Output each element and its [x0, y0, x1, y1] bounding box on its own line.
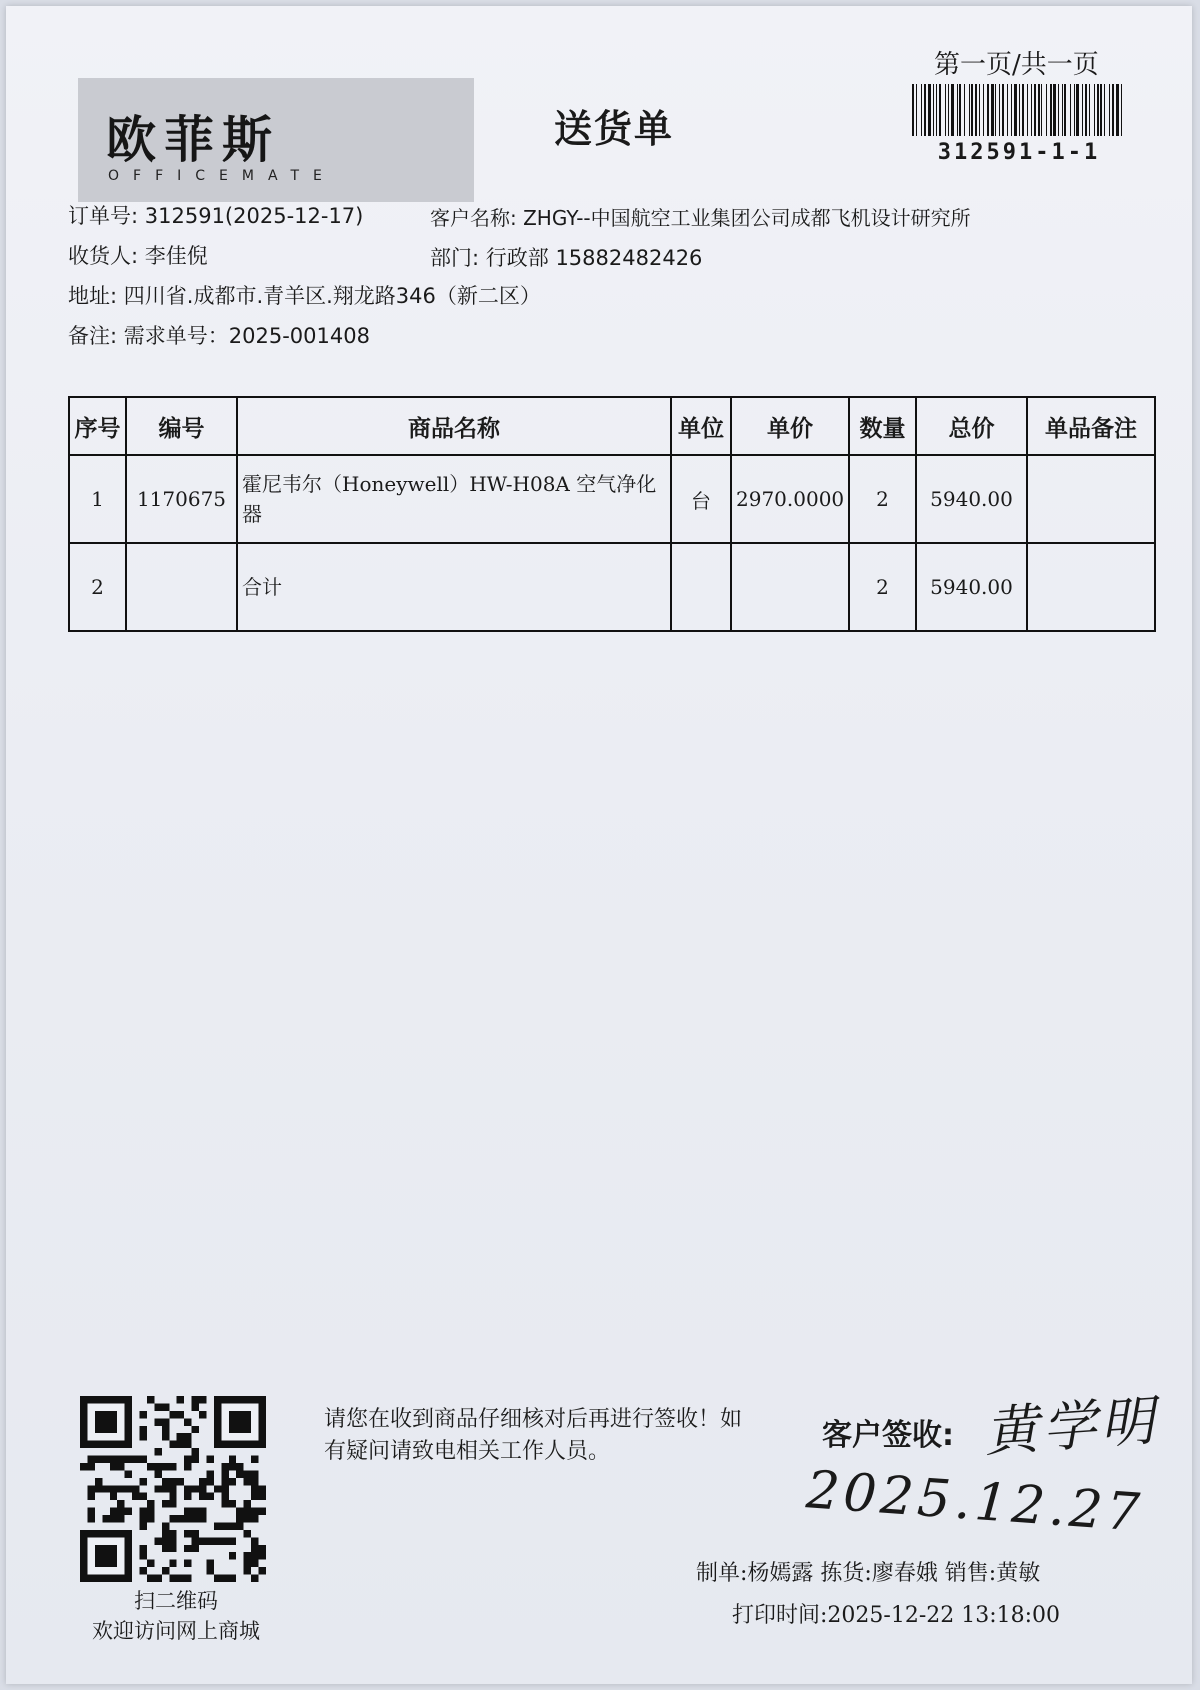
qr-caption-line1: 扫二维码 — [134, 1589, 218, 1613]
cell-total: 5940.00 — [916, 455, 1027, 543]
department — [430, 242, 702, 272]
inspection-notice: 请您在收到商品仔细核对后再进行签收！如有疑问请致电相关工作人员。 — [324, 1407, 743, 1464]
header-unit: 单位 — [671, 397, 731, 455]
order-number-label: 订单号: — [68, 204, 139, 228]
header-quantity: 数量 — [849, 397, 916, 455]
cell-code: 1170675 — [126, 455, 237, 543]
page-info: 第一页/共一页 — [934, 50, 1099, 80]
cell-product-name: 霍尼韦尔（Honeywell）HW-H08A 空气净化器 — [237, 455, 671, 543]
document-title: 送货单 — [554, 107, 675, 151]
customer-sign-label: 客户签收: — [822, 1418, 954, 1453]
cell-quantity: 2 — [849, 543, 916, 631]
cell-unit — [671, 543, 731, 631]
remark-label: 备注: — [68, 324, 118, 348]
table-header-row — [69, 397, 1155, 455]
address-label: 地址: — [68, 284, 118, 308]
cell-code — [126, 543, 237, 631]
table-row — [69, 455, 1155, 543]
customer-name — [430, 202, 971, 231]
cell-unit-price — [731, 543, 849, 631]
company-logo — [78, 78, 474, 202]
receiver — [68, 240, 208, 270]
receiver-value: 李佳倪 — [144, 244, 208, 268]
remark — [68, 320, 370, 350]
header-product-name: 商品名称 — [237, 397, 671, 455]
table-row — [69, 543, 1155, 631]
qr-caption-line2: 欢迎访问网上商城 — [92, 1619, 260, 1643]
header-code: 编号 — [126, 397, 237, 455]
order-number — [68, 200, 363, 230]
delivery-note-page — [6, 6, 1192, 1684]
department-label: 部门: — [430, 246, 480, 270]
handwritten-signature: 黄学明 — [982, 1388, 1161, 1464]
cell-quantity: 2 — [849, 455, 916, 543]
header-seq: 序号 — [69, 397, 126, 455]
logo-english-text: OFFICEMATE — [108, 168, 336, 184]
header-total: 总价 — [916, 397, 1027, 455]
remark-value: 需求单号：2025-001408 — [123, 324, 370, 348]
print-time: 打印时间:2025-12-22 13:18:00 — [732, 1603, 1061, 1628]
address — [68, 280, 541, 310]
address-value: 四川省.成都市.青羊区.翔龙路346（新二区） — [123, 284, 541, 308]
cell-seq: 1 — [69, 455, 126, 543]
cell-product-name: 合计 — [237, 543, 671, 631]
cell-item-note — [1027, 455, 1155, 543]
cell-total: 5940.00 — [916, 543, 1027, 631]
customer-label: 客户名称: — [430, 206, 517, 230]
cell-item-note — [1027, 543, 1155, 631]
barcode-number: 312591-1-1 — [937, 140, 1101, 165]
qr-code-icon — [80, 1396, 266, 1582]
cell-unit: 台 — [671, 455, 731, 543]
receiver-label: 收货人: — [68, 244, 139, 268]
handwritten-sign-date: 2025.12.27 — [804, 1460, 1146, 1544]
department-value: 行政部 15882482426 — [485, 246, 703, 270]
cell-unit-price: 2970.0000 — [731, 455, 849, 543]
items-table — [68, 396, 1156, 632]
header-unit-price: 单价 — [731, 397, 849, 455]
customer-value: ZHGY--中国航空工业集团公司成都飞机设计研究所 — [523, 206, 971, 230]
cell-seq: 2 — [69, 543, 126, 631]
header-item-note: 单品备注 — [1027, 397, 1155, 455]
staff-info: 制单:杨嫣露 拣货:廖春娥 销售:黄敏 — [696, 1561, 1041, 1586]
qr-caption — [46, 1586, 306, 1646]
order-number-value: 312591(2025-12-17) — [144, 204, 364, 228]
logo-chinese-text: 欧菲斯 — [106, 111, 280, 169]
barcode-icon — [912, 84, 1126, 136]
